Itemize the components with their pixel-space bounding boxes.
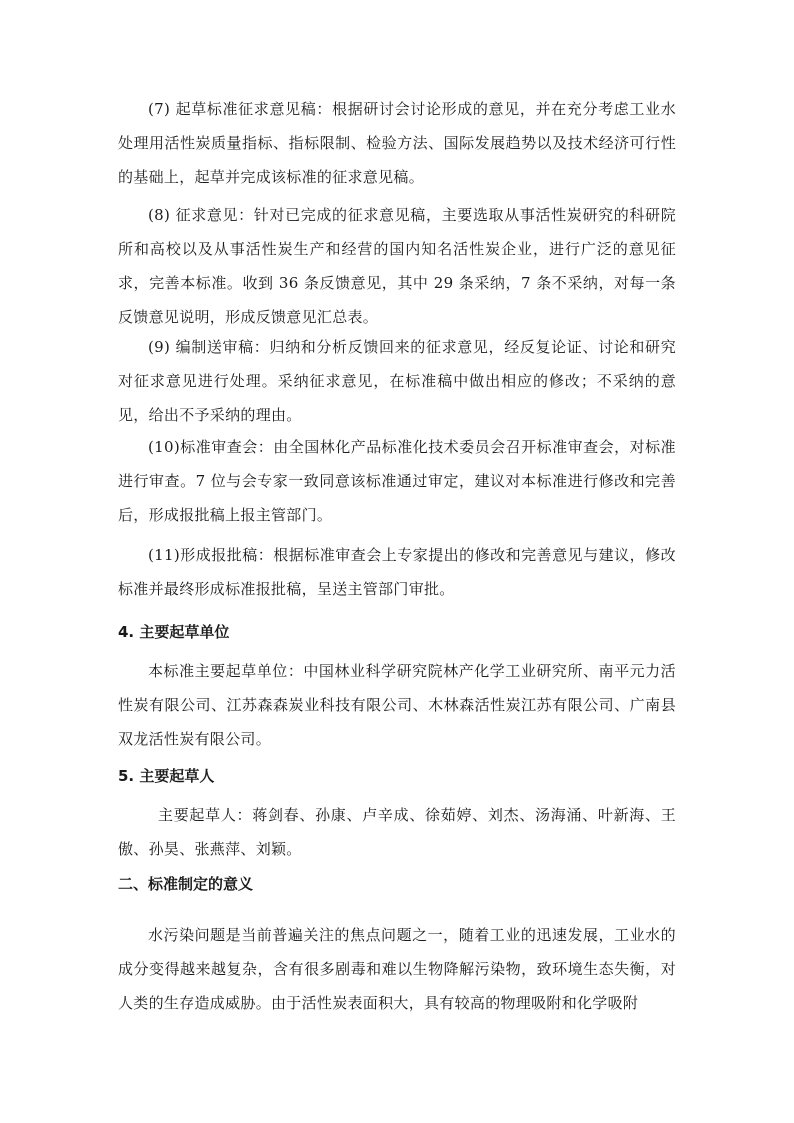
paragraph-significance: 水污染问题是当前普遍关注的焦点问题之一，随着工业的迅速发展，工业水的成分变得越来越复杂，含有很多剧毒和难以生物降解污染物，致环境生态失衡，对人类的生存造成威胁。由于活性炭表面积大，具有较高的物理吸附和化学吸附 [118, 926, 676, 1012]
paragraph-step-7: (7) 起草标准征求意见稿：根据研讨会讨论形成的意见，并在充分考虑工业水处理用活性炭质量指标、指标限制、检验方法、国际发展趋势以及技术经济可行性的基础上，起草并完成该标准的征求意见稿。 [118, 100, 676, 186]
paragraph-step-10: (10)标准审查会：由全国林化产品标准化技术委员会召开标准审查会，对标准进行审查。7 位与会专家一致同意该标准通过审定，建议对本标准进行修改和完善后，形成报批稿上报主管部门。 [118, 438, 676, 524]
paragraph-step-11: (11)形成报批稿：根据标准审查会上专家提出的修改和完善意见与建议，修改标准并最终形成标准报批稿，呈送主管部门审批。 [118, 546, 676, 598]
section-heading-drafting-units: 4. 主要起草单位 [118, 623, 230, 641]
paragraph-step-8: (8) 征求意见：针对已完成的征求意见稿，主要选取从事活性炭研究的科研院所和高校以及从事活性炭生产和经营的国内知名活性炭企业，进行广泛的意见征求，完善本标准。收到 36 条反馈意见，其中 29 条采纳，7 条不采纳，对每一条反馈意见说明，形成反馈意见汇总表。 [118, 206, 676, 326]
section-heading-significance: 二、标准制定的意义 [118, 875, 254, 893]
paragraph-step-9: (9) 编制送审稿：归纳和分析反馈回来的征求意见，经反复论证、讨论和研究对征求意见进行处理。采纳征求意见，在标准稿中做出相应的修改；不采纳的意见，给出不予采纳的理由。 [118, 338, 676, 424]
paragraph-drafters: 主要起草人：蒋剑春、孙康、卢辛成、徐茹婷、刘杰、汤海涌、叶新海、王傲、孙昊、张燕萍、刘颖。 [118, 806, 676, 858]
paragraph-drafting-units: 本标准主要起草单位：中国林业科学研究院林产化学工业研究所、南平元力活性炭有限公司、江苏森森炭业科技有限公司、木林森活性炭江苏有限公司、广南县双龙活性炭有限公司。 [118, 662, 676, 748]
section-heading-drafters: 5. 主要起草人 [118, 767, 215, 785]
